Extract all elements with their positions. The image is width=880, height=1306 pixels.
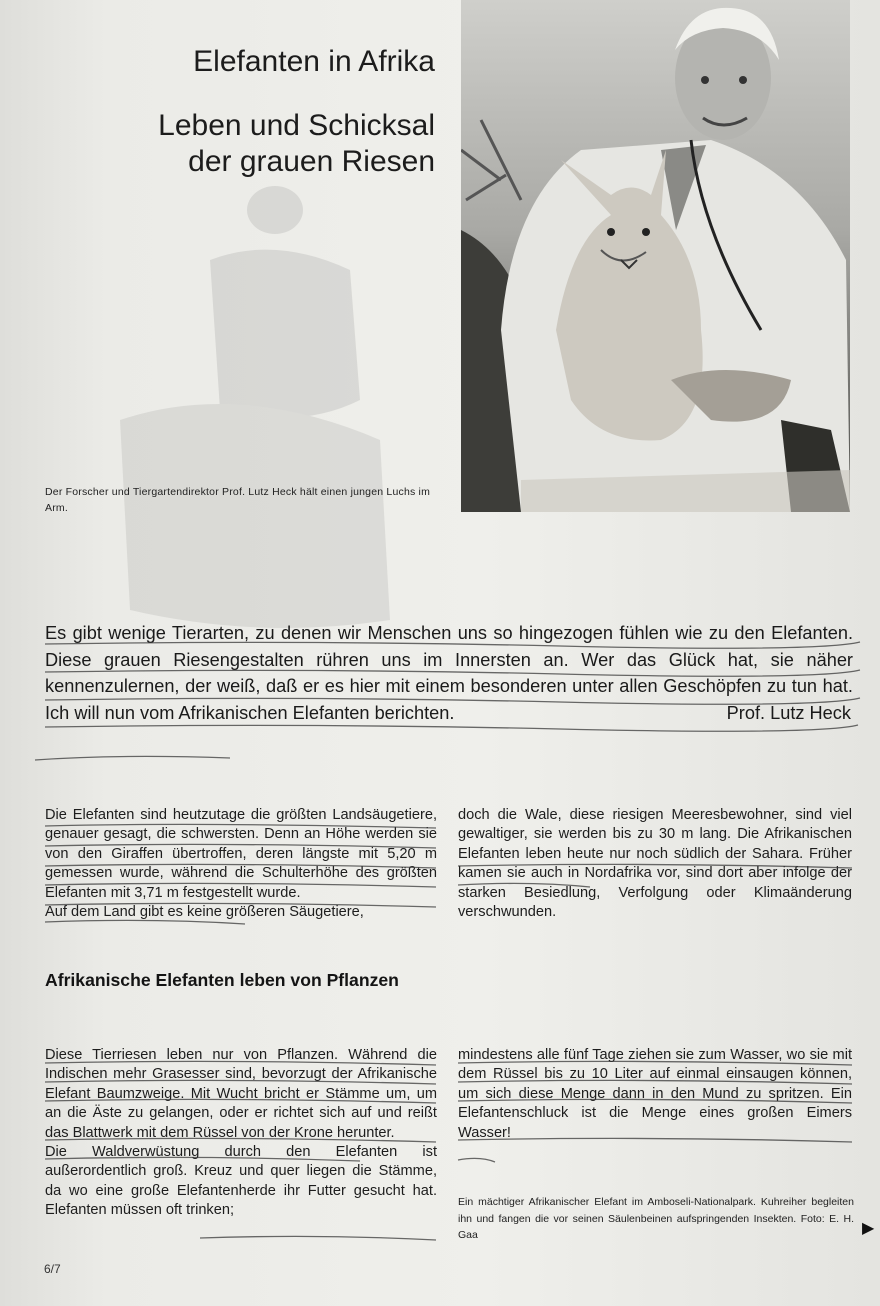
- photo-caption: Der Forscher und Tiergartendirektor Prof. Lutz Heck hält einen jungen Luchs im Arm.: [45, 486, 431, 514]
- section1-paragraph-2: Auf dem Land gibt es keine größeren Säugetiere,: [45, 904, 364, 921]
- next-page-arrow-icon[interactable]: ▶: [862, 1220, 875, 1237]
- section2-paragraph-3: mindestens alle fünf Tage ziehen sie zum Wasser, wo sie mit dem Rüssel bis zu 10 Liter auf einmal einsaugen können, um sich diese Menge dann in den Mund zu spritzen. Ein Elefantenschluck ist die Menge eines großen Eimers Wasser!: [458, 1047, 852, 1141]
- article-subtitle-line-1: Leben und Schicksal: [158, 109, 435, 142]
- section1-column-right: [458, 806, 852, 922]
- section1-column-left: [45, 806, 437, 922]
- article-title: Elefanten in Afrika: [193, 45, 435, 78]
- photo-professor-with-lynx: [461, 0, 850, 512]
- page-number: 6/7: [44, 1262, 61, 1276]
- section2-column-right: [458, 1046, 852, 1143]
- section2-paragraph-2: Die Waldverwüstung durch den Elefanten ist außerordentlich groß. Kreuz und quer liegen die Stämme, da wo eine große Elefantenherde ihr Futter gesucht hat. Elefanten müssen oft trinken;: [45, 1144, 437, 1219]
- show-through-figure: [60, 180, 420, 640]
- intro-text: Es gibt wenige Tierarten, zu denen wir Menschen uns so hingezogen fühlen wie zu den Elefanten. Diese grauen Riesengestalten rühren uns im Innersten an. Wer das Glück hat, sie näher kennenzulernen, der weiß, daß er es hier mit einem besonderen unter allen Geschöpfen zu tun hat. Ich will nun vom Afrikanischen Elefanten berichten.: [45, 623, 853, 723]
- intro-paragraph: [45, 620, 853, 726]
- elephant-photo-caption: Ein mächtiger Afrikanischer Elefant im Amboseli-Nationalpark. Kuhreiher begleiten ihn und fangen die vor seinen Säulenbeinen aufspringenden Insekten. Foto: E. H. Gaa: [458, 1196, 854, 1241]
- section2-column-left: [45, 1046, 437, 1221]
- section2-paragraph-1: Diese Tierriesen leben nur von Pflanzen. Während die Indischen mehr Grasesser sind, bevorzugt der Afrikanische Elefant Baumzweige. Mit Wucht bricht er Stämme um, um an die Äste zu gelangen, oder er richtet sich auf und reißt das Blattwerk mit dem Rüssel von der Krone herunter.: [45, 1047, 437, 1141]
- article-subtitle-line-2: der grauen Riesen: [188, 145, 435, 178]
- author-signature: Prof. Lutz Heck: [726, 702, 851, 723]
- section1-paragraph-3: doch die Wale, diese riesigen Meeresbewohner, sind viel gewaltiger, sie werden bis zu 30 m lang. Die Afrikanischen Elefanten leben heute nur noch südlich der Sahara. Früher kamen sie auch in Nordafrika vor, sind dort aber infolge der starken Besiedlung, Verfolgung oder Klimaänderung verschwunden.: [458, 807, 852, 921]
- section2-heading: Afrikanische Elefanten leben von Pflanzen: [45, 970, 399, 990]
- section1-paragraph-1: Die Elefanten sind heutzutage die größten Landsäugetiere, genauer gesagt, die schwersten. Denn an Höhe werden sie von den Giraffen übertroffen, deren längste mit 5,20 m gemessen wurde, während die Schulterhöhe des größten Elefanten mit 3,71 m festgestellt wurde.: [45, 807, 437, 901]
